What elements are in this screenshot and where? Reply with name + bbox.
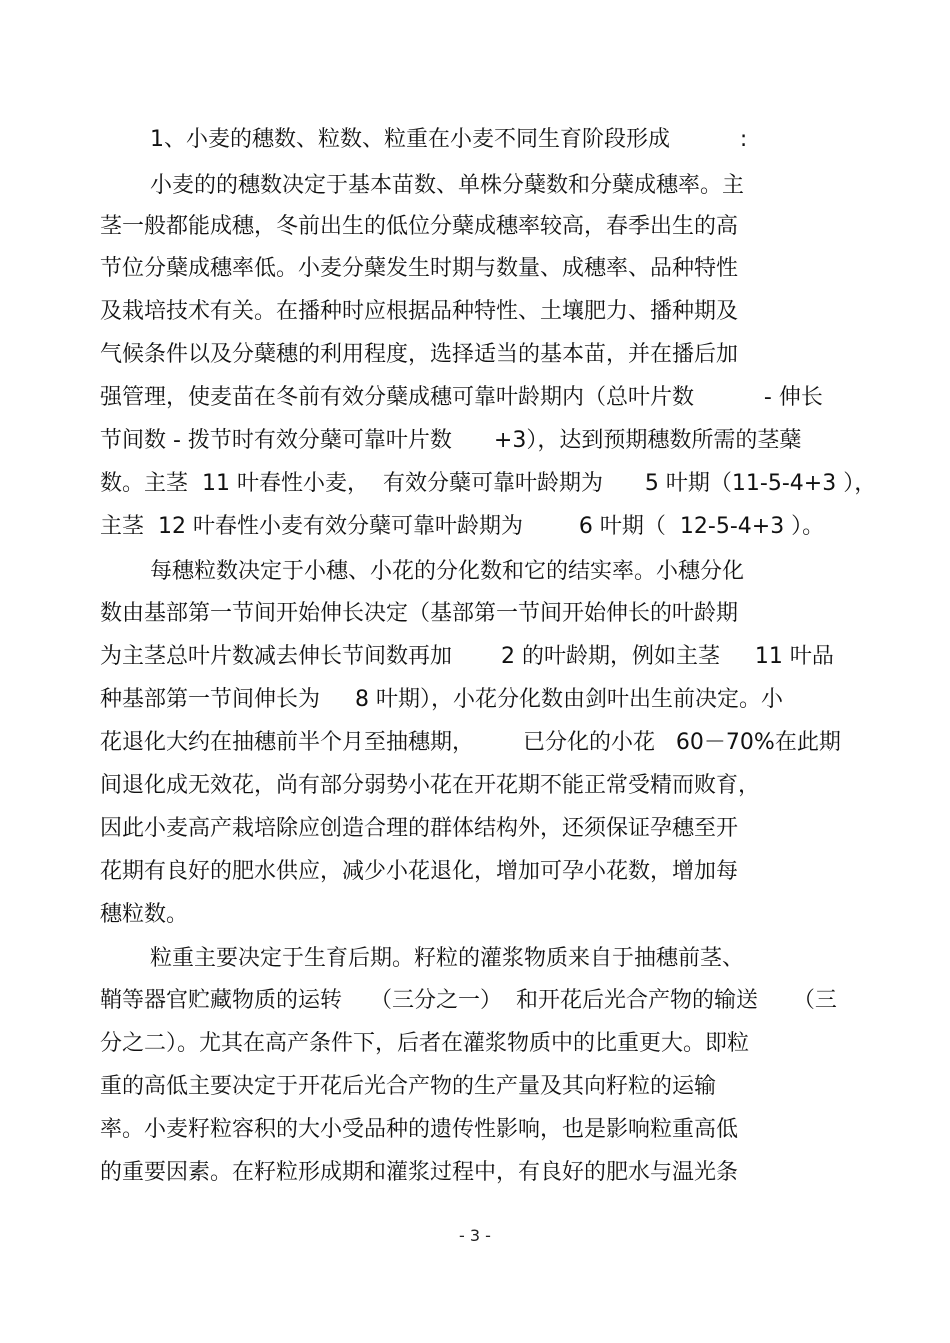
paragraph-line: 粒重主要决定于生育后期。籽粒的灌浆物质来自于抽穗前茎、 bbox=[150, 946, 745, 971]
paragraph-line: 茎一般都能成穗，冬前出生的低位分蘖成穗率较高，春季出生的高 bbox=[100, 214, 739, 239]
paragraph-line: 小麦的的穗数决定于基本苗数、单株分蘖数和分蘖成穗率。主 bbox=[150, 173, 745, 198]
paragraph-line: 为主茎总叶片数减去伸长节间数再加 2 的叶龄期，例如主茎 11 叶品 bbox=[100, 644, 834, 669]
paragraph-line: 种基部第一节间伸长为 8 叶期），小花分化数由剑叶出生前决定。小 bbox=[100, 687, 783, 712]
paragraph-line: 鞘等器官贮藏物质的运转 （三分之一） 和开花后光合产物的输送 （三 bbox=[100, 988, 837, 1013]
paragraph-line: 率。小麦籽粒容积的大小受品种的遗传性影响，也是影响粒重高低 bbox=[100, 1117, 739, 1142]
paragraph-line: 间退化成无效花，尚有部分弱势小花在开花期不能正常受精而败育， bbox=[100, 773, 761, 798]
paragraph-line: 每穗粒数决定于小穗、小花的分化数和它的结实率。小穗分化 bbox=[150, 559, 745, 584]
paragraph-line: 及栽培技术有关。在播种时应根据品种特性、土壤肥力、播种期及 bbox=[100, 299, 739, 324]
paragraph-line: 主茎 12 叶春性小麦有效分蘖可靠叶龄期为 6 叶期（ 12-5-4+3 ）。 bbox=[100, 514, 825, 539]
paragraph-line: 数。主茎 11 叶春性小麦， 有效分蘖可靠叶龄期为 5 叶期（11-5-4+3 ）， bbox=[100, 471, 877, 496]
paragraph-line: 花期有良好的肥水供应，减少小花退化，增加可孕小花数，增加每 bbox=[100, 859, 739, 884]
paragraph-line: 气候条件以及分蘖穗的利用程度，选择适当的基本苗，并在播后加 bbox=[100, 342, 739, 367]
paragraph-line: 重的高低主要决定于开花后光合产物的生产量及其向籽粒的运输 bbox=[100, 1074, 717, 1099]
page-number: - 3 - bbox=[459, 1226, 491, 1245]
paragraph-line: 因此小麦高产栽培除应创造合理的群体结构外，还须保证孕穗至开 bbox=[100, 816, 739, 841]
paragraph-line: 节间数 - 拨节时有效分蘖可靠叶片数 +3），达到预期穗数所需的茎蘖 bbox=[100, 428, 802, 453]
paragraph-line: 强管理，使麦苗在冬前有效分蘖成穗可靠叶龄期内（总叶片数 - 伸长 bbox=[100, 385, 823, 410]
section-heading: 1、小麦的穗数、粒数、粒重在小麦不同生育阶段形成 : bbox=[150, 127, 748, 152]
paragraph-line: 穗粒数。 bbox=[100, 902, 189, 927]
paragraph-line: 的重要因素。在籽粒形成期和灌浆过程中，有良好的肥水与温光条 bbox=[100, 1160, 739, 1185]
paragraph-line: 花退化大约在抽穗前半个月至抽穗期， 已分化的小花 60－70%在此期 bbox=[100, 730, 841, 755]
paragraph-line: 分之二）。尤其在高产条件下，后者在灌浆物质中的比重更大。即粒 bbox=[100, 1031, 750, 1056]
paragraph-line: 数由基部第一节间开始伸长决定（基部第一节间开始伸长的叶龄期 bbox=[100, 601, 739, 626]
paragraph-line: 节位分蘖成穗率低。小麦分蘖发生时期与数量、成穗率、品种特性 bbox=[100, 256, 739, 281]
